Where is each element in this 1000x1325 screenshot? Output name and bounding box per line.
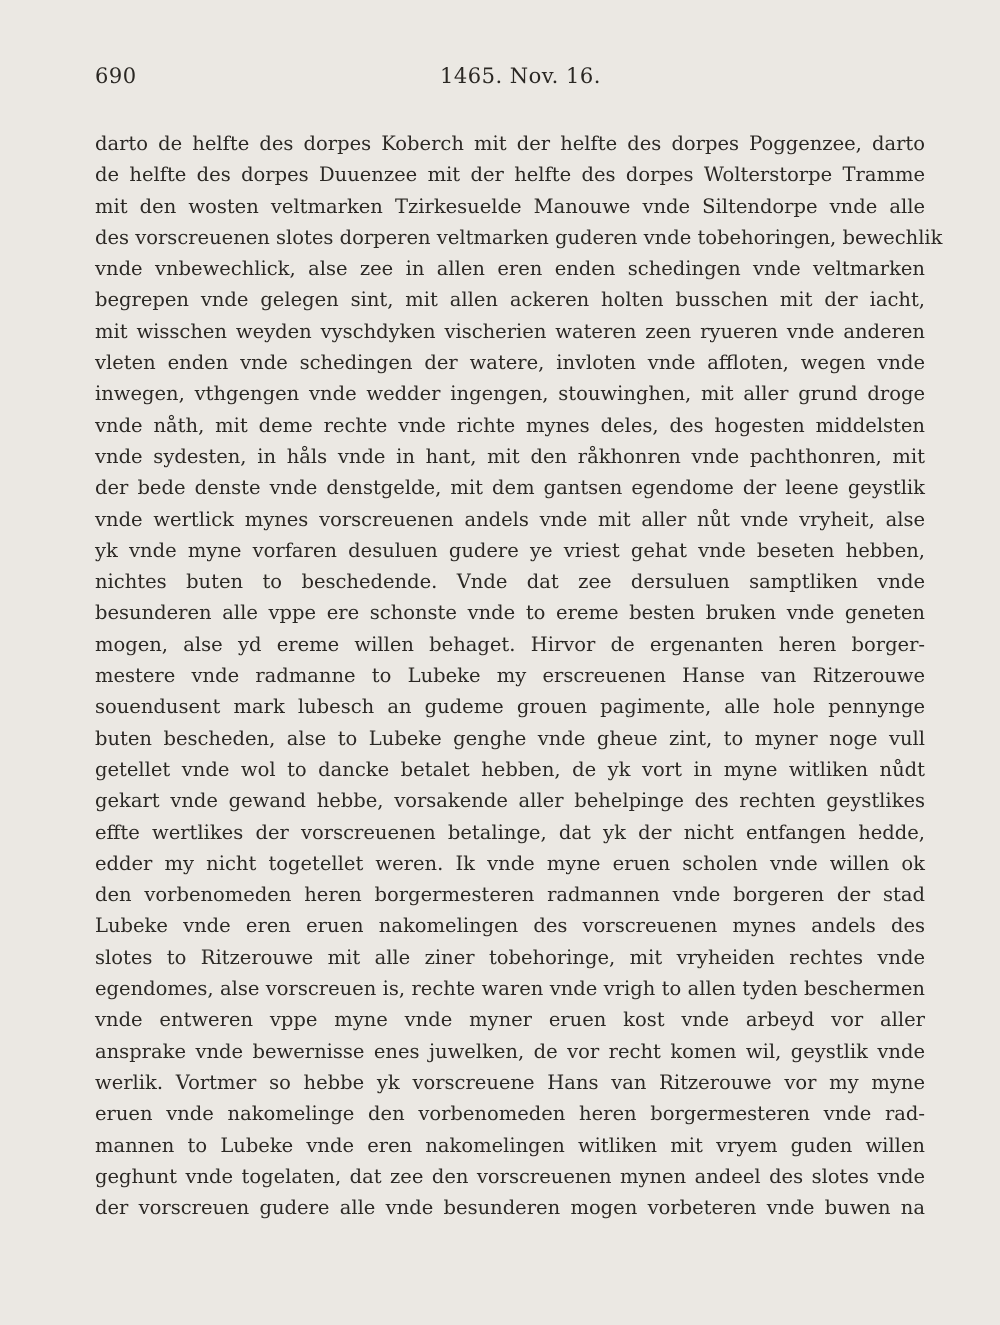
text-line: effte wertlikes der vorscreuenen betalinge, dat yk der nicht entfangen hedde,	[95, 820, 925, 844]
text-line: slotes to Ritzerouwe mit alle ziner tobehoringe, mit vryheiden rechtes vnde	[95, 945, 925, 969]
text-line: ansprake vnde bewernisse enes juwelken, de vor recht komen wil, geystlik vnde	[95, 1039, 925, 1063]
text-line: mestere vnde radmanne to Lubeke my erscreuenen Hanse van Ritzerouwe	[95, 664, 925, 688]
text-line: souendusent mark lubesch an gudeme grouen pagimente, alle hole pennynge	[95, 695, 925, 719]
running-head: 1465. Nov. 16.	[440, 64, 601, 88]
text-line: edder my nicht togetellet weren. Ik vnde myne eruen scholen vnde willen ok	[95, 851, 925, 875]
text-line: geghunt vnde togelaten, dat zee den vorscreuenen mynen andeel des slotes vnde	[95, 1164, 925, 1188]
text-line: des vorscreuenen slotes dorperen veltmarken guderen vnde tobehoringen, bewechlik	[95, 225, 943, 249]
page-header	[95, 64, 925, 98]
text-line: der vorscreuen gudere alle vnde besunderen mogen vorbeteren vnde buwen na	[95, 1196, 925, 1220]
text-line: eruen vnde nakomelinge den vorbenomeden heren borgermesteren vnde rad-	[95, 1102, 925, 1126]
text-line: vnde sydesten, in håls vnde in hant, mit den råkhonren vnde pachthonren, mit	[95, 444, 925, 468]
text-line: getellet vnde wol to dancke betalet hebben, de yk vort in myne witliken nůdt	[95, 757, 925, 781]
text-line: mannen to Lubeke vnde eren nakomelingen witliken mit vryem guden willen	[95, 1133, 925, 1157]
text-line: vleten enden vnde schedingen der watere, invloten vnde affloten, wegen vnde	[95, 351, 925, 375]
text-line: den vorbenomeden heren borgermesteren radmannen vnde borgeren der stad	[95, 883, 925, 907]
text-line: begrepen vnde gelegen sint, mit allen ackeren holten busschen mit der iacht,	[95, 288, 925, 312]
text-line: vnde nåth, mit deme rechte vnde richte mynes deles, des hogesten middelsten	[95, 413, 925, 437]
text-line: werlik. Vortmer so hebbe yk vorscreuene Hans van Ritzerouwe vor my myne	[95, 1070, 925, 1094]
text-line: mit wisschen weyden vyschdyken vischerien wateren zeen ryueren vnde anderen	[95, 319, 925, 343]
text-line: egendomes, alse vorscreuen is, rechte waren vnde vrigh to allen tyden beschermen	[95, 977, 925, 1001]
text-line: darto de helfte des dorpes Koberch mit der helfte des dorpes Poggenzee, darto	[95, 132, 925, 155]
text-line: mit den wosten veltmarken Tzirkesuelde Manouwe vnde Siltendorpe vnde alle	[95, 194, 925, 218]
text-line: der bede denste vnde denstgelde, mit dem gantsen egendome der leene geystlik	[95, 476, 925, 500]
text-line: besunderen alle vppe ere schonste vnde to ereme besten bruken vnde geneten	[95, 601, 925, 625]
text-line: vnde vnbewechlick, alse zee in allen eren enden schedingen vnde veltmarken	[95, 257, 925, 281]
text-line: nichtes buten to beschedende. Vnde dat zee dersuluen samptliken vnde	[95, 570, 925, 594]
text-line: de helfte des dorpes Duuenzee mit der helfte des dorpes Wolterstorpe Tramme	[95, 163, 925, 187]
text-line: Lubeke vnde eren eruen nakomelingen des vorscreuenen mynes andels des	[95, 914, 925, 938]
body-text	[95, 128, 943, 1223]
text-line: vnde wertlick mynes vorscreuenen andels vnde mit aller nůt vnde vryheit, alse	[95, 507, 925, 531]
text-line: buten bescheden, alse to Lubeke genghe vnde gheue zint, to myner noge vull	[95, 726, 925, 750]
text-line: yk vnde myne vorfaren desuluen gudere ye vriest gehat vnde beseten hebben,	[95, 538, 925, 562]
page-number: 690	[95, 64, 137, 88]
text-line: vnde entweren vppe myne vnde myner eruen kost vnde arbeyd vor aller	[95, 1008, 925, 1032]
text-line: gekart vnde gewand hebbe, vorsakende aller behelpinge des rechten geystlikes	[95, 789, 925, 813]
text-line: inwegen, vthgengen vnde wedder ingengen, stouwinghen, mit aller grund droge	[95, 382, 925, 406]
text-line: mogen, alse yd ereme willen behaget. Hirvor de ergenanten heren borger-	[95, 632, 925, 656]
